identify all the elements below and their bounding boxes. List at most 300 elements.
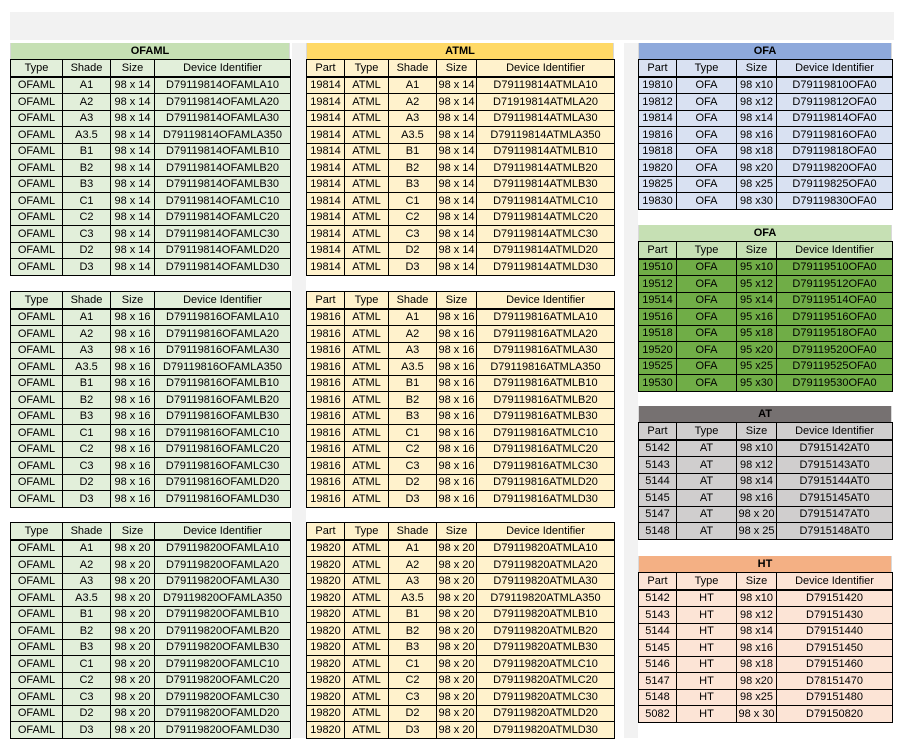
cell[interactable]: A2 <box>63 94 111 111</box>
cell[interactable]: 98 x 20 <box>111 590 155 607</box>
column-header[interactable]: Device Identifier <box>155 60 291 77</box>
cell[interactable]: D79119816OFAMLD20 <box>155 474 291 491</box>
cell[interactable]: D79119820ATMLD20 <box>477 705 615 722</box>
cell[interactable]: OFAML <box>11 491 63 508</box>
cell[interactable]: D79119814ATMLC20 <box>477 209 615 226</box>
cell[interactable]: OFAML <box>11 639 63 656</box>
cell[interactable]: 98 x 14 <box>437 193 477 210</box>
cell[interactable]: OFAML <box>11 656 63 673</box>
cell[interactable]: 19512 <box>639 276 677 293</box>
column-header[interactable]: Type <box>345 523 389 540</box>
cell[interactable]: OFAML <box>11 326 63 343</box>
cell[interactable]: OFAML <box>11 176 63 193</box>
cell[interactable]: 19530 <box>639 375 677 392</box>
cell[interactable]: A3 <box>63 342 111 359</box>
cell[interactable]: 98 x 16 <box>111 392 155 409</box>
cell[interactable]: D79119816OFAMLC30 <box>155 458 291 475</box>
cell[interactable]: A3 <box>63 573 111 590</box>
cell[interactable]: AT <box>677 523 737 540</box>
column-header[interactable]: Shade <box>389 292 437 309</box>
cell[interactable]: HT <box>677 590 737 607</box>
cell[interactable]: D78151470 <box>777 673 893 690</box>
column-header[interactable]: Part <box>639 242 677 259</box>
cell[interactable]: D79119814ATMLB30 <box>477 176 615 193</box>
cell[interactable]: OFA <box>677 375 737 392</box>
cell[interactable]: 98 x 16 <box>437 392 477 409</box>
column-header[interactable]: Type <box>11 60 63 77</box>
column-header[interactable]: Device Identifier <box>777 242 893 259</box>
cell[interactable]: A3 <box>389 342 437 359</box>
cell[interactable]: 5144 <box>639 473 677 490</box>
cell[interactable]: D79119814OFAMLB20 <box>155 160 291 177</box>
cell[interactable]: D79119520OFA0 <box>777 342 893 359</box>
cell[interactable]: 98 x 14 <box>437 110 477 127</box>
cell[interactable]: ATML <box>345 326 389 343</box>
cell[interactable]: 5142 <box>639 440 677 457</box>
cell[interactable]: 19820 <box>307 639 345 656</box>
cell[interactable]: 98 x 14 <box>111 160 155 177</box>
cell[interactable]: A3.5 <box>389 359 437 376</box>
cell[interactable]: 98 x 16 <box>437 408 477 425</box>
cell[interactable]: 19816 <box>307 491 345 508</box>
column-header[interactable]: Device Identifier <box>155 292 291 309</box>
cell[interactable]: D79119820ATMLC10 <box>477 656 615 673</box>
cell[interactable]: ATML <box>345 639 389 656</box>
column-header[interactable]: Shade <box>63 60 111 77</box>
cell[interactable]: D79119820OFAMLB10 <box>155 606 291 623</box>
cell[interactable]: 98 x10 <box>737 77 777 94</box>
cell[interactable]: D79119820OFAMLD30 <box>155 722 291 739</box>
cell[interactable]: 95 x14 <box>737 292 777 309</box>
cell[interactable]: D79119816OFA0 <box>777 127 893 144</box>
cell[interactable]: 5082 <box>639 706 677 723</box>
cell[interactable]: OFAML <box>11 309 63 326</box>
cell[interactable]: D7915143AT0 <box>777 457 893 474</box>
column-header[interactable]: Device Identifier <box>477 60 615 77</box>
cell[interactable]: 19814 <box>307 127 345 144</box>
cell[interactable]: OFAML <box>11 540 63 557</box>
cell[interactable]: 98 x 16 <box>111 326 155 343</box>
cell[interactable]: D79119814OFAMLA30 <box>155 110 291 127</box>
cell[interactable]: 98 x 20 <box>437 540 477 557</box>
cell[interactable]: 5146 <box>639 656 677 673</box>
cell[interactable]: OFAML <box>11 573 63 590</box>
cell[interactable]: 19816 <box>307 441 345 458</box>
cell[interactable]: 19820 <box>307 705 345 722</box>
cell[interactable]: 98 x 16 <box>111 375 155 392</box>
cell[interactable]: OFAML <box>11 375 63 392</box>
cell[interactable]: AT <box>677 457 737 474</box>
cell[interactable]: OFAML <box>11 259 63 276</box>
cell[interactable]: OFAML <box>11 441 63 458</box>
cell[interactable]: D2 <box>63 705 111 722</box>
cell[interactable]: A2 <box>63 557 111 574</box>
cell[interactable]: D79119814OFAMLB30 <box>155 176 291 193</box>
cell[interactable]: ATML <box>345 623 389 640</box>
cell[interactable]: 95 x30 <box>737 375 777 392</box>
cell[interactable]: HT <box>677 706 737 723</box>
cell[interactable]: 98 x 16 <box>111 441 155 458</box>
cell[interactable]: 95 x18 <box>737 325 777 342</box>
cell[interactable]: D3 <box>63 259 111 276</box>
cell[interactable]: 19830 <box>639 193 677 210</box>
cell[interactable]: 98 x 16 <box>437 309 477 326</box>
cell[interactable]: C2 <box>389 672 437 689</box>
cell[interactable]: HT <box>677 656 737 673</box>
cell[interactable]: 19825 <box>639 176 677 193</box>
cell[interactable]: D79119816ATMLC30 <box>477 458 615 475</box>
cell[interactable]: 19816 <box>307 392 345 409</box>
cell[interactable]: D79119816ATMLB20 <box>477 392 615 409</box>
cell[interactable]: C1 <box>63 193 111 210</box>
cell[interactable]: 98 x18 <box>737 143 777 160</box>
cell[interactable]: OFA <box>677 193 737 210</box>
cell[interactable]: ATML <box>345 259 389 276</box>
cell[interactable]: OFA <box>677 325 737 342</box>
cell[interactable]: 19812 <box>639 94 677 111</box>
cell[interactable]: ATML <box>345 573 389 590</box>
cell[interactable]: 5145 <box>639 490 677 507</box>
cell[interactable]: OFA <box>677 143 737 160</box>
cell[interactable]: B1 <box>389 606 437 623</box>
cell[interactable]: D79119816OFAMLA350 <box>155 359 291 376</box>
cell[interactable]: D79119816ATMLD20 <box>477 474 615 491</box>
column-header[interactable]: Size <box>737 242 777 259</box>
cell[interactable]: A3.5 <box>63 127 111 144</box>
cell[interactable]: ATML <box>345 242 389 259</box>
cell[interactable]: 98 x 20 <box>111 656 155 673</box>
column-header[interactable]: Device Identifier <box>777 60 893 77</box>
cell[interactable]: HT <box>677 640 737 657</box>
cell[interactable]: ATML <box>345 705 389 722</box>
column-header[interactable]: Size <box>737 423 777 440</box>
cell[interactable]: A3.5 <box>389 127 437 144</box>
column-header[interactable]: Size <box>111 523 155 540</box>
cell[interactable]: 5143 <box>639 457 677 474</box>
cell[interactable]: ATML <box>345 689 389 706</box>
cell[interactable]: OFAML <box>11 606 63 623</box>
cell[interactable]: 98 x12 <box>737 94 777 111</box>
cell[interactable]: OFAML <box>11 94 63 111</box>
cell[interactable]: ATML <box>345 557 389 574</box>
cell[interactable]: 98 x 14 <box>437 209 477 226</box>
cell[interactable]: ATML <box>345 160 389 177</box>
cell[interactable]: D79150820 <box>777 706 893 723</box>
cell[interactable]: D79119830OFA0 <box>777 193 893 210</box>
cell[interactable]: D79119816ATMLA350 <box>477 359 615 376</box>
cell[interactable]: B1 <box>389 375 437 392</box>
cell[interactable]: B1 <box>63 606 111 623</box>
cell[interactable]: 5147 <box>639 506 677 523</box>
cell[interactable]: AT <box>677 490 737 507</box>
cell[interactable]: OFA <box>677 292 737 309</box>
cell[interactable]: D79119816ATMLB10 <box>477 375 615 392</box>
cell[interactable]: 5142 <box>639 590 677 607</box>
cell[interactable]: B1 <box>389 143 437 160</box>
cell[interactable]: OFAML <box>11 557 63 574</box>
cell[interactable]: D79119820OFAMLA20 <box>155 557 291 574</box>
cell[interactable]: 98 x14 <box>737 623 777 640</box>
cell[interactable]: 98 x 14 <box>437 176 477 193</box>
cell[interactable]: ATML <box>345 226 389 243</box>
cell[interactable]: OFAML <box>11 458 63 475</box>
cell[interactable]: 95 x20 <box>737 342 777 359</box>
cell[interactable]: A2 <box>389 94 437 111</box>
cell[interactable]: OFAML <box>11 425 63 442</box>
cell[interactable]: OFAML <box>11 408 63 425</box>
column-header[interactable]: Part <box>307 292 345 309</box>
cell[interactable]: 98 x 16 <box>437 491 477 508</box>
cell[interactable]: D2 <box>63 242 111 259</box>
cell[interactable]: OFA <box>677 358 737 375</box>
cell[interactable]: D3 <box>63 491 111 508</box>
cell[interactable]: 98 x 14 <box>111 209 155 226</box>
cell[interactable]: ATML <box>345 193 389 210</box>
cell[interactable]: ATML <box>345 540 389 557</box>
cell[interactable]: D79119820ATMLB10 <box>477 606 615 623</box>
cell[interactable]: 19520 <box>639 342 677 359</box>
cell[interactable]: OFA <box>677 309 737 326</box>
cell[interactable]: D79119820ATMLD30 <box>477 722 615 739</box>
cell[interactable]: 5148 <box>639 523 677 540</box>
cell[interactable]: D79119814OFAMLD20 <box>155 242 291 259</box>
cell[interactable]: OFA <box>677 160 737 177</box>
cell[interactable]: D7915147AT0 <box>777 506 893 523</box>
cell[interactable]: D79119810OFA0 <box>777 77 893 94</box>
cell[interactable]: D79119816OFAMLA30 <box>155 342 291 359</box>
cell[interactable]: OFA <box>677 276 737 293</box>
cell[interactable]: 98 x16 <box>737 490 777 507</box>
cell[interactable]: B2 <box>63 623 111 640</box>
cell[interactable]: 5145 <box>639 640 677 657</box>
cell[interactable]: ATML <box>345 392 389 409</box>
cell[interactable]: 19514 <box>639 292 677 309</box>
cell[interactable]: ATML <box>345 309 389 326</box>
cell[interactable]: A3.5 <box>63 359 111 376</box>
cell[interactable]: OFAML <box>11 127 63 144</box>
cell[interactable]: 19816 <box>307 458 345 475</box>
column-header[interactable]: Size <box>737 573 777 590</box>
cell[interactable]: C2 <box>63 209 111 226</box>
cell[interactable]: 98 x 14 <box>437 259 477 276</box>
cell[interactable]: 98 x 14 <box>437 242 477 259</box>
cell[interactable]: 98 x 25 <box>737 523 777 540</box>
cell[interactable]: 98 x 30 <box>737 706 777 723</box>
cell[interactable]: D79119816ATMLA20 <box>477 326 615 343</box>
cell[interactable]: D79119814OFAMLA20 <box>155 94 291 111</box>
cell[interactable]: D79119530OFA0 <box>777 375 893 392</box>
cell[interactable]: 19814 <box>307 242 345 259</box>
cell[interactable]: D79119814ATMLC10 <box>477 193 615 210</box>
cell[interactable]: 5143 <box>639 607 677 624</box>
cell[interactable]: D79119816OFAMLC20 <box>155 441 291 458</box>
cell[interactable]: 19814 <box>307 176 345 193</box>
cell[interactable]: B2 <box>389 392 437 409</box>
cell[interactable]: D79119820ATMLA350 <box>477 590 615 607</box>
cell[interactable]: A3 <box>389 110 437 127</box>
cell[interactable]: 98 x 20 <box>437 573 477 590</box>
cell[interactable]: 19820 <box>307 573 345 590</box>
cell[interactable]: OFA <box>677 94 737 111</box>
cell[interactable]: D79151480 <box>777 689 893 706</box>
cell[interactable]: D2 <box>389 242 437 259</box>
cell[interactable]: 98 x 20 <box>111 623 155 640</box>
cell[interactable]: C1 <box>63 656 111 673</box>
cell[interactable]: 19820 <box>307 672 345 689</box>
cell[interactable]: OFAML <box>11 77 63 94</box>
cell[interactable]: ATML <box>345 474 389 491</box>
cell[interactable]: C1 <box>63 425 111 442</box>
cell[interactable]: B3 <box>63 176 111 193</box>
cell[interactable]: A2 <box>389 326 437 343</box>
cell[interactable]: 19820 <box>307 689 345 706</box>
cell[interactable]: ATML <box>345 408 389 425</box>
cell[interactable]: OFAML <box>11 110 63 127</box>
cell[interactable]: D79119820OFAMLC30 <box>155 689 291 706</box>
cell[interactable]: B3 <box>389 639 437 656</box>
column-header[interactable]: Size <box>737 60 777 77</box>
cell[interactable]: A1 <box>389 540 437 557</box>
cell[interactable]: 98 x 20 <box>437 705 477 722</box>
cell[interactable]: ATML <box>345 491 389 508</box>
cell[interactable]: 98 x 16 <box>111 309 155 326</box>
cell[interactable]: B1 <box>63 375 111 392</box>
cell[interactable]: 19818 <box>639 143 677 160</box>
cell[interactable]: 98 x 20 <box>111 606 155 623</box>
column-header[interactable]: Shade <box>63 292 111 309</box>
cell[interactable]: OFA <box>677 77 737 94</box>
cell[interactable]: 98 x 20 <box>437 557 477 574</box>
cell[interactable]: D79119812OFA0 <box>777 94 893 111</box>
cell[interactable]: 19814 <box>307 259 345 276</box>
cell[interactable]: 98 x 16 <box>111 425 155 442</box>
cell[interactable]: D79119816ATMLC10 <box>477 425 615 442</box>
column-header[interactable]: Size <box>111 60 155 77</box>
cell[interactable]: 19814 <box>307 143 345 160</box>
cell[interactable]: OFAML <box>11 143 63 160</box>
cell[interactable]: D2 <box>63 474 111 491</box>
cell[interactable]: D79119820ATMLB20 <box>477 623 615 640</box>
cell[interactable]: 19814 <box>307 160 345 177</box>
cell[interactable]: D79119814OFA0 <box>777 110 893 127</box>
cell[interactable]: 98 x 14 <box>437 226 477 243</box>
cell[interactable]: D79119816OFAMLB10 <box>155 375 291 392</box>
cell[interactable]: ATML <box>345 656 389 673</box>
column-header[interactable]: Type <box>11 292 63 309</box>
cell[interactable]: D79119820OFAMLB20 <box>155 623 291 640</box>
cell[interactable]: D79119518OFA0 <box>777 325 893 342</box>
cell[interactable]: ATML <box>345 441 389 458</box>
cell[interactable]: D79151430 <box>777 607 893 624</box>
cell[interactable]: D79119820OFAMLA10 <box>155 540 291 557</box>
cell[interactable]: OFAML <box>11 342 63 359</box>
cell[interactable]: 98 x10 <box>737 440 777 457</box>
cell[interactable]: D79119816OFAMLA20 <box>155 326 291 343</box>
cell[interactable]: D79119816ATMLA30 <box>477 342 615 359</box>
cell[interactable]: 19814 <box>307 193 345 210</box>
cell[interactable]: 98 x 20 <box>437 623 477 640</box>
cell[interactable]: C2 <box>63 672 111 689</box>
cell[interactable]: 98 x 20 <box>111 672 155 689</box>
cell[interactable]: D79151440 <box>777 623 893 640</box>
cell[interactable]: 19820 <box>307 722 345 739</box>
cell[interactable]: D79119814OFAMLB10 <box>155 143 291 160</box>
cell[interactable]: 98 x 14 <box>111 94 155 111</box>
cell[interactable]: OFAML <box>11 160 63 177</box>
cell[interactable]: 19810 <box>639 77 677 94</box>
cell[interactable]: D79119814OFAMLC10 <box>155 193 291 210</box>
cell[interactable]: D79151420 <box>777 590 893 607</box>
cell[interactable]: ATML <box>345 672 389 689</box>
cell[interactable]: D79119816OFAMLA10 <box>155 309 291 326</box>
cell[interactable]: D79119814ATMLC30 <box>477 226 615 243</box>
cell[interactable]: D79119816ATMLA10 <box>477 309 615 326</box>
cell[interactable]: 98 x25 <box>737 689 777 706</box>
cell[interactable]: ATML <box>345 127 389 144</box>
cell[interactable]: 98 x 14 <box>111 176 155 193</box>
cell[interactable]: 98 x 14 <box>111 110 155 127</box>
cell[interactable]: HT <box>677 607 737 624</box>
cell[interactable]: 98 x 16 <box>111 458 155 475</box>
cell[interactable]: OFAML <box>11 392 63 409</box>
cell[interactable]: D79119814ATMLD20 <box>477 242 615 259</box>
cell[interactable]: 98 x 16 <box>437 425 477 442</box>
cell[interactable]: C3 <box>389 458 437 475</box>
cell[interactable]: D2 <box>389 474 437 491</box>
cell[interactable]: 98 x 16 <box>437 474 477 491</box>
cell[interactable]: OFA <box>677 110 737 127</box>
cell[interactable]: 98 x14 <box>737 473 777 490</box>
cell[interactable]: D79119814ATMLA30 <box>477 110 615 127</box>
cell[interactable]: HT <box>677 689 737 706</box>
column-header[interactable]: Shade <box>389 60 437 77</box>
cell[interactable]: D79119820OFAMLB30 <box>155 639 291 656</box>
cell[interactable]: A3 <box>389 573 437 590</box>
cell[interactable]: 19816 <box>639 127 677 144</box>
cell[interactable]: ATML <box>345 342 389 359</box>
cell[interactable]: C3 <box>63 458 111 475</box>
cell[interactable]: D3 <box>389 722 437 739</box>
cell[interactable]: ATML <box>345 77 389 94</box>
column-header[interactable]: Size <box>437 523 477 540</box>
column-header[interactable]: Part <box>639 423 677 440</box>
cell[interactable]: 98 x 16 <box>437 326 477 343</box>
cell[interactable]: A1 <box>63 309 111 326</box>
cell[interactable]: OFA <box>677 176 737 193</box>
column-header[interactable]: Type <box>11 523 63 540</box>
cell[interactable]: 98 x 14 <box>111 143 155 160</box>
cell[interactable]: 98 x 20 <box>111 722 155 739</box>
cell[interactable]: D79119816OFAMLB20 <box>155 392 291 409</box>
cell[interactable]: D79119816OFAMLC10 <box>155 425 291 442</box>
cell[interactable]: A1 <box>63 77 111 94</box>
cell[interactable]: D7915142AT0 <box>777 440 893 457</box>
column-header[interactable]: Shade <box>389 523 437 540</box>
cell[interactable]: 98 x30 <box>737 193 777 210</box>
cell[interactable]: AT <box>677 506 737 523</box>
cell[interactable]: D79119814ATMLD30 <box>477 259 615 276</box>
cell[interactable]: 19820 <box>307 623 345 640</box>
column-header[interactable]: Device Identifier <box>777 423 893 440</box>
cell[interactable]: D79119820OFAMLA30 <box>155 573 291 590</box>
column-header[interactable]: Part <box>639 60 677 77</box>
cell[interactable]: 98 x 14 <box>111 226 155 243</box>
column-header[interactable]: Type <box>677 423 737 440</box>
cell[interactable]: A1 <box>389 77 437 94</box>
cell[interactable]: OFAML <box>11 590 63 607</box>
cell[interactable]: 98 x 20 <box>437 689 477 706</box>
cell[interactable]: 98 x 16 <box>437 359 477 376</box>
